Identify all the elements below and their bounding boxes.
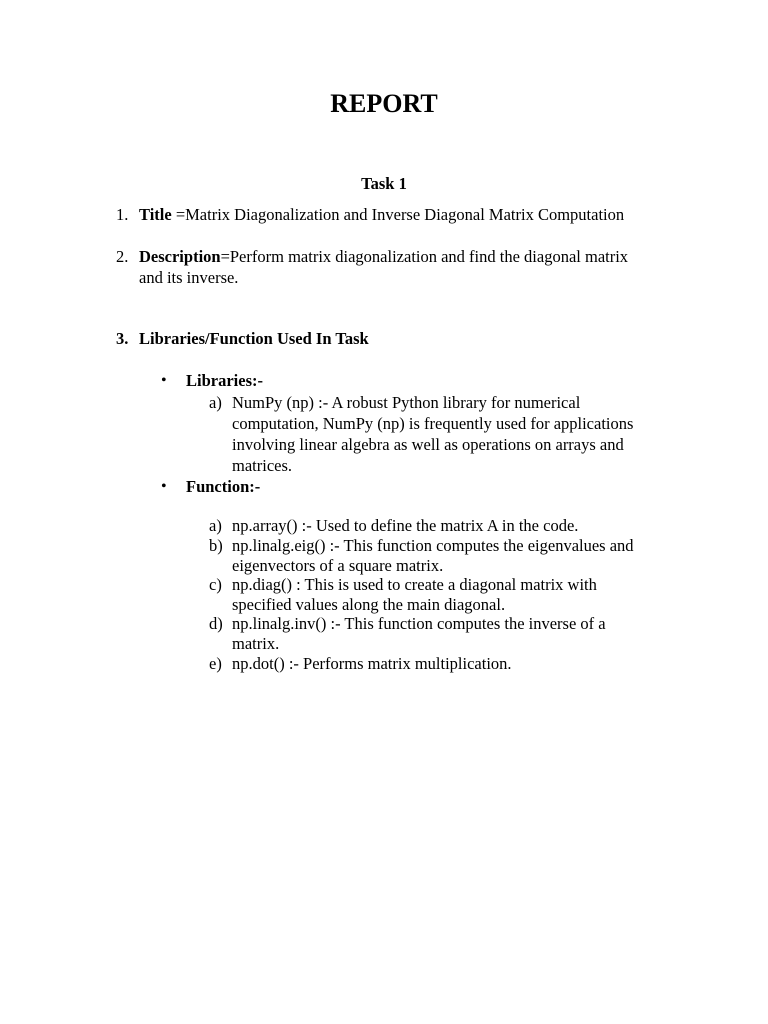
- item-2-label: Description: [139, 247, 221, 266]
- function-line: eigenvectors of a square matrix.: [232, 556, 444, 575]
- function-line: np.linalg.inv() :- This function computes the inverse of a: [232, 614, 606, 633]
- item-1-content: [139, 204, 624, 225]
- function-line: specified values along the main diagonal.: [232, 595, 506, 614]
- item-2-number: 2.: [116, 247, 129, 266]
- function-line: np.linalg.eig() :- This function computes the eigenvalues and: [232, 536, 634, 555]
- function-line: np.array() :- Used to define the matrix A in the code.: [232, 516, 579, 535]
- library-marker-a: a): [209, 393, 222, 412]
- library-line: computation, NumPy (np) is frequently used for applications: [232, 414, 634, 433]
- function-marker-b: b): [209, 536, 223, 555]
- function-marker-c: c): [209, 575, 222, 594]
- libraries-bullet: •: [161, 372, 167, 389]
- function-line: np.diag() : This is used to create a diagonal matrix with: [232, 575, 597, 594]
- item-1-number: 1.: [116, 205, 129, 224]
- item-1-label: Title: [139, 205, 172, 224]
- library-line: involving linear algebra as well as operations on arrays and: [232, 435, 624, 454]
- function-heading: Function:-: [186, 477, 261, 496]
- item-3-label: Libraries/Function Used In Task: [139, 329, 369, 348]
- function-bullet: •: [161, 478, 167, 495]
- libraries-heading: Libraries:-: [186, 371, 263, 390]
- library-line: matrices.: [232, 456, 293, 475]
- item-1-text: =Matrix Diagonalization and Inverse Diagonal Matrix Computation: [171, 205, 625, 224]
- function-marker-d: d): [209, 614, 223, 633]
- function-line: matrix.: [232, 634, 280, 653]
- library-line: NumPy (np) :- A robust Python library for numerical: [232, 393, 581, 412]
- item-2-text-line1: =Perform matrix diagonalization and find the diagonal matrix: [220, 247, 629, 266]
- item-2-text-line2: and its inverse.: [139, 268, 239, 287]
- item-2-content: [139, 246, 628, 267]
- function-marker-e: e): [209, 654, 222, 673]
- function-marker-a: a): [209, 516, 222, 535]
- item-3-number: 3.: [116, 329, 129, 348]
- task-heading: Task 1: [361, 174, 407, 193]
- report-title: REPORT: [330, 89, 438, 118]
- function-line: np.dot() :- Performs matrix multiplication.: [232, 654, 512, 673]
